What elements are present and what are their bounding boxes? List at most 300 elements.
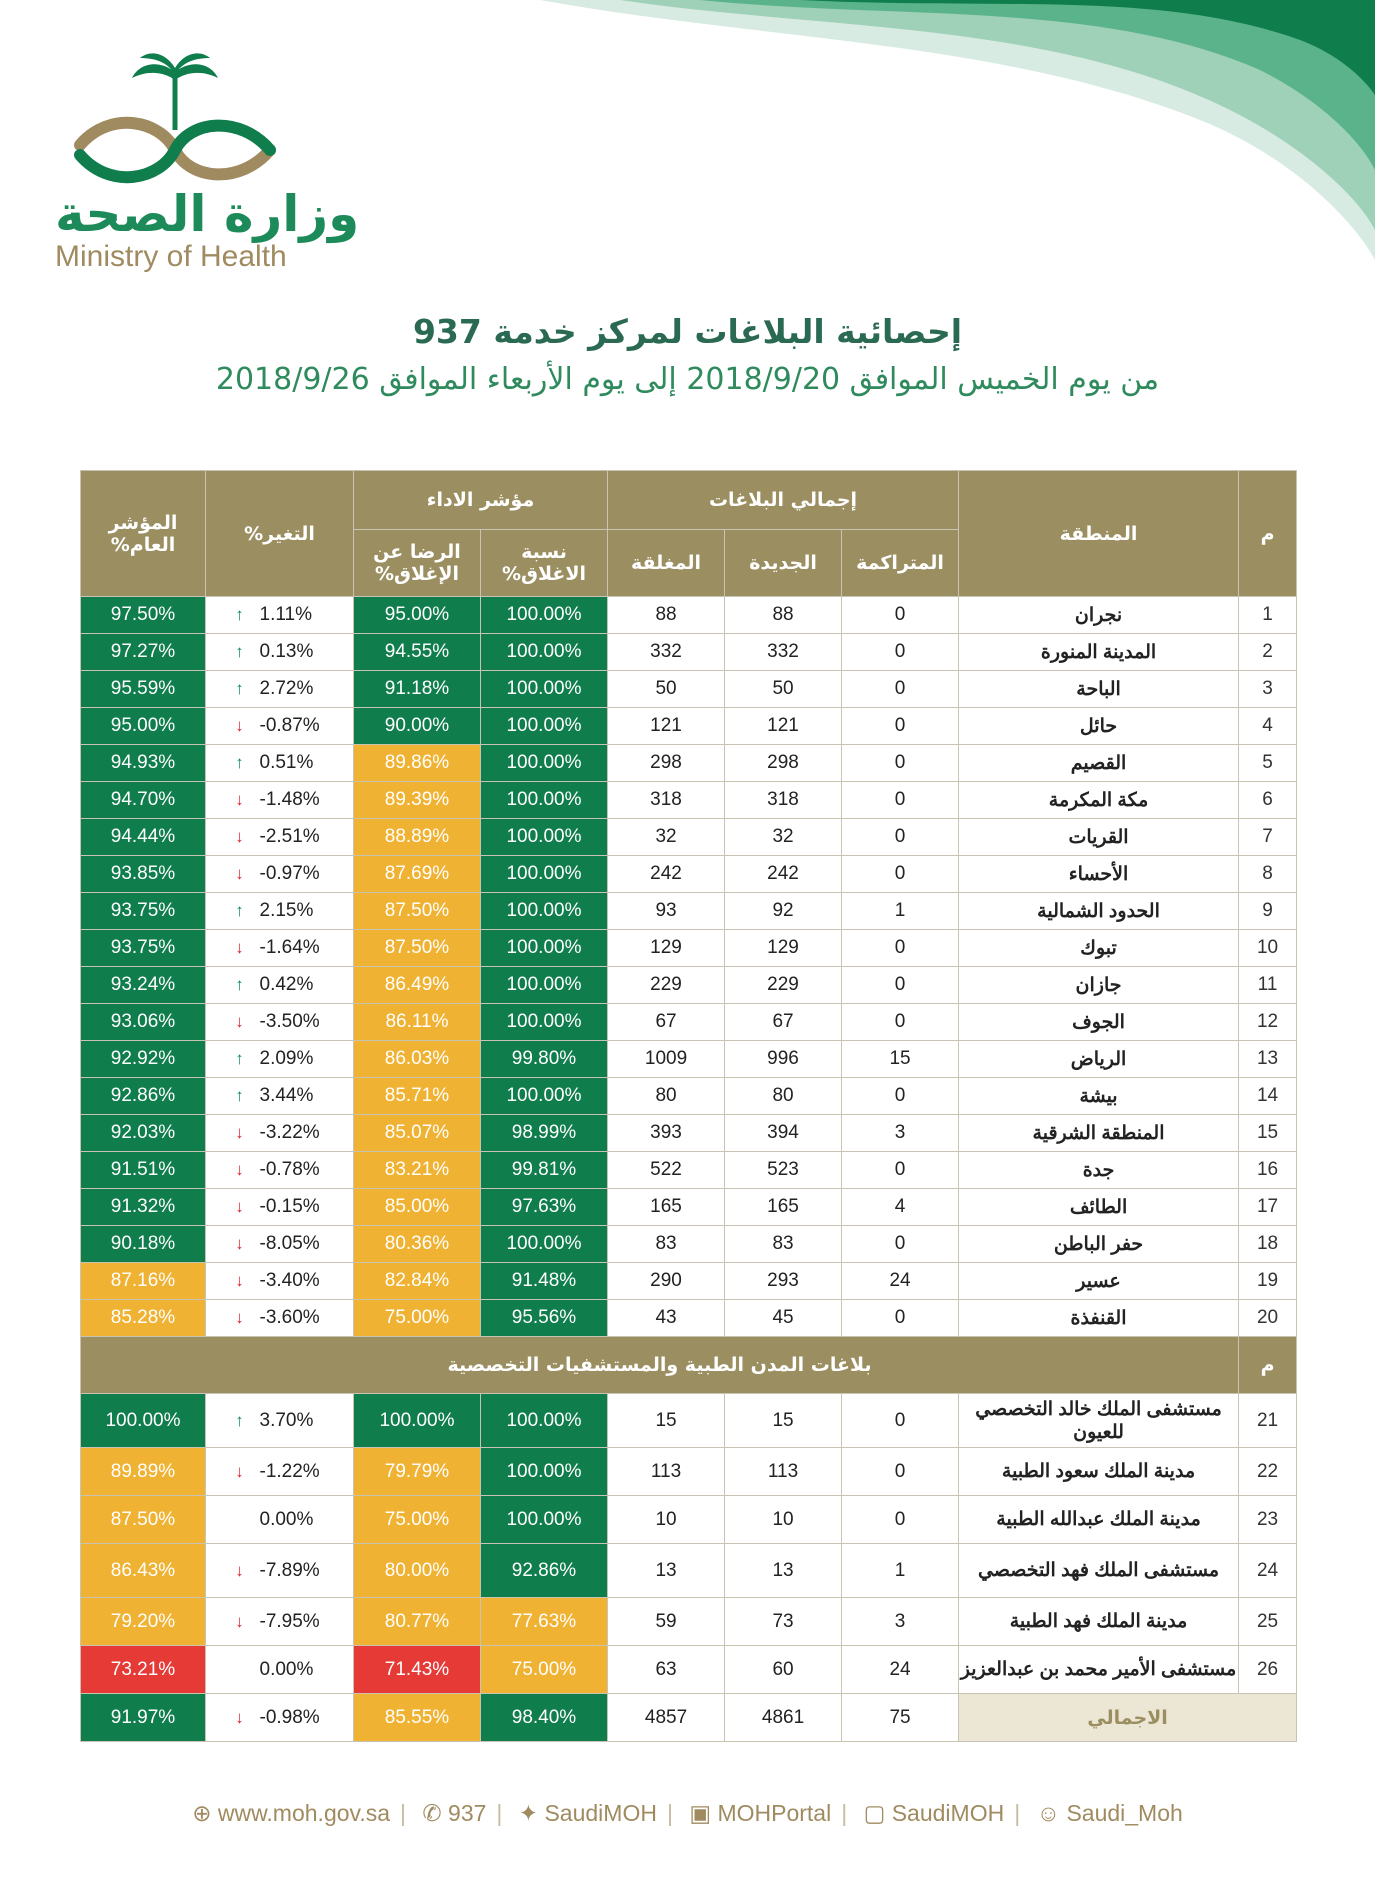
region-name: مدينة الملك سعود الطبية [959,1448,1239,1496]
new-count: 121 [725,708,842,745]
region-name: حفر الباطن [959,1226,1239,1263]
new-count: 394 [725,1115,842,1152]
closure-rate: 98.99% [481,1115,608,1152]
section-title: بلاغات المدن الطبية والمستشفيات التخصصية [81,1337,1239,1394]
twitter-text: SaudiMOH [544,1800,657,1826]
table-row [81,597,1297,634]
row-number: 4 [1239,708,1297,745]
change-value: 2.09% [259,1048,314,1069]
col-header-new: الجديدة [725,530,842,597]
arrow-down-icon: ↓ [235,790,244,809]
total-overall-index: 91.97% [81,1694,206,1742]
overall-index: 73.21% [81,1646,206,1694]
closed-count: 165 [608,1189,725,1226]
table-row [81,1448,1297,1496]
accumulated-count: 0 [842,1496,959,1544]
accumulated-count: 0 [842,1300,959,1337]
new-count: 332 [725,634,842,671]
closed-count: 10 [608,1496,725,1544]
closure-rate: 100.00% [481,1078,608,1115]
col-header-closure-rate: نسبة الاغلاق% [481,530,608,597]
accumulated-count: 0 [842,1078,959,1115]
accumulated-count: 3 [842,1115,959,1152]
accumulated-count: 24 [842,1646,959,1694]
twitter-icon: ✦ [518,1800,539,1826]
change-value: -3.22% [259,1122,320,1143]
change-value: -7.95% [259,1610,320,1632]
change-value: -0.98% [259,1706,320,1728]
arrow-down-icon: ↓ [235,1461,244,1481]
accumulated-count: 0 [842,782,959,819]
table-row [81,1263,1297,1300]
change-cell [206,1646,354,1694]
table-row [81,930,1297,967]
satisfaction-rate: 83.21% [354,1152,481,1189]
closure-rate: 100.00% [481,967,608,1004]
change-cell [206,1263,354,1300]
satisfaction-rate: 82.84% [354,1263,481,1300]
row-number: 3 [1239,671,1297,708]
closed-count: 113 [608,1448,725,1496]
overall-index: 85.28% [81,1300,206,1337]
new-count: 80 [725,1078,842,1115]
col-header-closed: المغلقة [608,530,725,597]
closed-count: 290 [608,1263,725,1300]
change-cell [206,1694,354,1742]
accumulated-count: 0 [842,1448,959,1496]
change-cell [206,1598,354,1646]
change-cell [206,856,354,893]
footer-youtube[interactable] [689,1800,831,1826]
accumulated-count: 0 [842,708,959,745]
satisfaction-rate: 80.00% [354,1544,481,1598]
overall-index: 97.50% [81,597,206,634]
change-value: -0.78% [259,1159,320,1180]
change-cell [206,671,354,708]
closure-rate: 97.63% [481,1189,608,1226]
change-cell [206,1115,354,1152]
closed-count: 15 [608,1394,725,1448]
closed-count: 83 [608,1226,725,1263]
change-value: -3.60% [259,1307,320,1328]
change-value: 0.00% [259,1508,314,1530]
closure-rate: 91.48% [481,1263,608,1300]
arrow-up-icon: ↑ [235,1086,244,1105]
change-cell [206,930,354,967]
row-number: 14 [1239,1078,1297,1115]
table-row [81,1004,1297,1041]
globe-icon: ⊕ [192,1800,212,1826]
new-count: 15 [725,1394,842,1448]
change-value: 3.70% [259,1409,314,1431]
overall-index: 86.43% [81,1544,206,1598]
youtube-text: MOHPortal [717,1800,832,1826]
accumulated-count: 0 [842,1004,959,1041]
satisfaction-rate: 86.11% [354,1004,481,1041]
region-name: الحدود الشمالية [959,893,1239,930]
new-count: 67 [725,1004,842,1041]
region-name: بيشة [959,1078,1239,1115]
region-name: مكة المكرمة [959,782,1239,819]
new-count: 83 [725,1226,842,1263]
accumulated-count: 15 [842,1041,959,1078]
table-row [81,671,1297,708]
change-value: -3.40% [259,1270,320,1291]
footer-twitter[interactable] [519,1800,657,1826]
change-value: 1.11% [259,604,312,625]
new-count: 10 [725,1496,842,1544]
reports-table [80,470,1297,1742]
change-value: -2.51% [259,826,320,847]
overall-index: 95.00% [81,708,206,745]
change-cell [206,967,354,1004]
accumulated-count: 0 [842,967,959,1004]
closure-rate: 75.00% [481,1646,608,1694]
row-number: 18 [1239,1226,1297,1263]
closed-count: 13 [608,1544,725,1598]
row-number: 21 [1239,1394,1297,1448]
closure-rate: 100.00% [481,856,608,893]
satisfaction-rate: 90.00% [354,708,481,745]
col-header-performance: مؤشر الاداء [354,471,608,530]
table-row [81,708,1297,745]
accumulated-count: 4 [842,1189,959,1226]
youtube-icon: ▣ [689,1800,712,1826]
moh-logo [40,50,360,280]
change-cell [206,634,354,671]
overall-index: 93.85% [81,856,206,893]
snapchat-text: Saudi_Moh [1066,1800,1183,1826]
change-cell [206,819,354,856]
change-cell [206,1448,354,1496]
table-row [81,1646,1297,1694]
col-header-region: المنطقة [959,471,1239,597]
closed-count: 1009 [608,1041,725,1078]
accumulated-count: 3 [842,1598,959,1646]
overall-index: 92.92% [81,1041,206,1078]
closed-count: 59 [608,1598,725,1646]
closed-count: 242 [608,856,725,893]
total-accumulated: 75 [842,1694,959,1742]
new-count: 32 [725,819,842,856]
closed-count: 318 [608,782,725,819]
arrow-up-icon: ↑ [235,1410,244,1430]
total-new: 4861 [725,1694,842,1742]
arrow-down-icon: ↓ [235,1160,244,1179]
arrow-down-icon: ↓ [235,1271,244,1290]
table-row [81,1496,1297,1544]
accumulated-count: 0 [842,671,959,708]
region-name: عسير [959,1263,1239,1300]
new-count: 298 [725,745,842,782]
closure-rate: 92.86% [481,1544,608,1598]
new-count: 45 [725,1300,842,1337]
change-value: -1.22% [259,1460,320,1482]
change-value: 0.42% [259,974,314,995]
change-cell [206,893,354,930]
closed-count: 32 [608,819,725,856]
closed-count: 88 [608,597,725,634]
closure-rate: 99.81% [481,1152,608,1189]
closure-rate: 100.00% [481,708,608,745]
closed-count: 522 [608,1152,725,1189]
arrow-up-icon: ↑ [235,901,244,920]
region-name: جدة [959,1152,1239,1189]
satisfaction-rate: 87.50% [354,930,481,967]
region-name: الطائف [959,1189,1239,1226]
change-value: -0.15% [259,1196,320,1217]
change-value: -3.50% [259,1011,320,1032]
table-row [81,745,1297,782]
arrow-down-icon: ↓ [235,1308,244,1327]
row-number: 8 [1239,856,1297,893]
arrow-down-icon: ↓ [235,864,244,883]
table-row [81,1394,1297,1448]
col-header-total-reports: إجمالي البلاغات [608,471,959,530]
closure-rate: 100.00% [481,893,608,930]
row-number: 23 [1239,1496,1297,1544]
new-count: 242 [725,856,842,893]
overall-index: 90.18% [81,1226,206,1263]
palm-swords-emblem-icon [40,50,310,185]
col-header-change: التغير% [206,471,354,597]
region-name: الأحساء [959,856,1239,893]
region-name: تبوك [959,930,1239,967]
change-value: -1.64% [259,937,320,958]
change-cell [206,597,354,634]
region-name: الرياض [959,1041,1239,1078]
row-number: 9 [1239,893,1297,930]
section-m: م [1239,1337,1297,1394]
satisfaction-rate: 75.00% [354,1300,481,1337]
overall-index: 91.32% [81,1189,206,1226]
closed-count: 50 [608,671,725,708]
new-count: 73 [725,1598,842,1646]
row-number: 5 [1239,745,1297,782]
footer-website[interactable] [192,1800,390,1826]
snapchat-icon: ☺ [1036,1800,1061,1826]
change-value: -7.89% [259,1559,320,1581]
arrow-up-icon: ↑ [235,975,244,994]
row-number: 19 [1239,1263,1297,1300]
change-cell [206,1078,354,1115]
accumulated-count: 24 [842,1263,959,1300]
page-subtitle: من يوم الخميس الموافق 2018/9/20 إلى يوم الأربعاء الموافق 2018/9/26 [215,362,1160,397]
row-number: 26 [1239,1646,1297,1694]
new-count: 523 [725,1152,842,1189]
closure-rate: 100.00% [481,597,608,634]
page-title: إحصائية البلاغات لمركز خدمة 937 [412,312,963,351]
closed-count: 129 [608,930,725,967]
footer-facebook[interactable] [864,1800,1005,1826]
satisfaction-rate: 100.00% [354,1394,481,1448]
arrow-down-icon: ↓ [235,1012,244,1031]
closed-count: 80 [608,1078,725,1115]
logo-arabic-text: وزارة الصحة [55,185,360,243]
satisfaction-rate: 87.50% [354,893,481,930]
change-cell [206,1152,354,1189]
accumulated-count: 1 [842,1544,959,1598]
row-number: 10 [1239,930,1297,967]
arrow-up-icon: ↑ [235,753,244,772]
overall-index: 94.70% [81,782,206,819]
change-value: 0.51% [259,752,314,773]
new-count: 113 [725,1448,842,1496]
overall-index: 97.27% [81,634,206,671]
accumulated-count: 0 [842,745,959,782]
closed-count: 393 [608,1115,725,1152]
satisfaction-rate: 86.03% [354,1041,481,1078]
row-number: 2 [1239,634,1297,671]
closure-rate: 100.00% [481,1394,608,1448]
overall-index: 94.93% [81,745,206,782]
overall-index: 93.06% [81,1004,206,1041]
new-count: 129 [725,930,842,967]
change-cell [206,1189,354,1226]
section-header-row [81,1337,1297,1394]
overall-index: 91.51% [81,1152,206,1189]
satisfaction-rate: 86.49% [354,967,481,1004]
new-count: 318 [725,782,842,819]
change-value: 2.15% [259,900,314,921]
accumulated-count: 0 [842,597,959,634]
satisfaction-rate: 79.79% [354,1448,481,1496]
overall-index: 89.89% [81,1448,206,1496]
satisfaction-rate: 91.18% [354,671,481,708]
closure-rate: 100.00% [481,1004,608,1041]
phone-text: 937 [448,1800,487,1826]
total-closed: 4857 [608,1694,725,1742]
table-row [81,1598,1297,1646]
new-count: 13 [725,1544,842,1598]
change-cell [206,1041,354,1078]
new-count: 60 [725,1646,842,1694]
accumulated-count: 0 [842,1394,959,1448]
arrow-down-icon: ↓ [235,938,244,957]
table-row [81,1078,1297,1115]
row-number: 13 [1239,1041,1297,1078]
change-cell [206,745,354,782]
region-name: المدينة المنورة [959,634,1239,671]
website-text: www.moh.gov.sa [217,1800,390,1826]
overall-index: 87.16% [81,1263,206,1300]
change-value: -0.97% [259,863,320,884]
closure-rate: 100.00% [481,930,608,967]
footer-phone[interactable] [422,1800,486,1826]
satisfaction-rate: 89.39% [354,782,481,819]
phone-icon: ✆ [422,1800,442,1826]
region-name: مدينة الملك عبدالله الطبية [959,1496,1239,1544]
region-name: المنطقة الشرقية [959,1115,1239,1152]
overall-index: 92.86% [81,1078,206,1115]
table-row [81,1041,1297,1078]
change-cell [206,1226,354,1263]
closure-rate: 100.00% [481,1496,608,1544]
overall-index: 93.24% [81,967,206,1004]
table-row [81,1300,1297,1337]
region-name: مستشفى الملك خالد التخصصي للعيون [959,1394,1239,1448]
overall-index: 93.75% [81,930,206,967]
accumulated-count: 0 [842,856,959,893]
closure-rate: 100.00% [481,671,608,708]
facebook-icon: ▢ [863,1800,886,1826]
arrow-down-icon: ↓ [235,827,244,846]
accumulated-count: 0 [842,930,959,967]
change-value: 2.72% [259,678,314,699]
total-closure-rate: 98.40% [481,1694,608,1742]
table-row [81,1152,1297,1189]
table-row [81,856,1297,893]
closure-rate: 100.00% [481,1448,608,1496]
change-cell [206,782,354,819]
overall-index: 95.59% [81,671,206,708]
accumulated-count: 0 [842,634,959,671]
accumulated-count: 1 [842,893,959,930]
change-cell [206,1544,354,1598]
satisfaction-rate: 85.07% [354,1115,481,1152]
closed-count: 43 [608,1300,725,1337]
new-count: 88 [725,597,842,634]
col-header-accumulated: المتراكمة [842,530,959,597]
satisfaction-rate: 80.77% [354,1598,481,1646]
arrow-up-icon: ↑ [235,642,244,661]
total-satisfaction: 85.55% [354,1694,481,1742]
logo-english-text: Ministry of Health [55,240,287,273]
change-cell [206,708,354,745]
total-label: الاجمالي [959,1694,1297,1742]
change-value: 0.13% [259,641,314,662]
region-name: جازان [959,967,1239,1004]
overall-index: 93.75% [81,893,206,930]
arrow-down-icon: ↓ [235,1560,244,1580]
arrow-down-icon: ↓ [235,716,244,735]
facebook-text: SaudiMOH [891,1800,1005,1826]
row-number: 7 [1239,819,1297,856]
col-header-m: م [1239,471,1297,597]
row-number: 6 [1239,782,1297,819]
arrow-down-icon: ↓ [235,1123,244,1142]
new-count: 92 [725,893,842,930]
row-number: 25 [1239,1598,1297,1646]
change-cell [206,1394,354,1448]
table-row [81,1115,1297,1152]
row-number: 20 [1239,1300,1297,1337]
satisfaction-rate: 89.86% [354,745,481,782]
col-header-satisfaction: الرضا عن الإغلاق% [354,530,481,597]
new-count: 293 [725,1263,842,1300]
total-row [81,1694,1297,1742]
satisfaction-rate: 80.36% [354,1226,481,1263]
overall-index: 79.20% [81,1598,206,1646]
new-count: 996 [725,1041,842,1078]
region-name: مدينة الملك فهد الطبية [959,1598,1239,1646]
row-number: 17 [1239,1189,1297,1226]
satisfaction-rate: 75.00% [354,1496,481,1544]
arrow-down-icon: ↓ [235,1707,244,1727]
change-value: -8.05% [259,1233,320,1254]
footer-snapchat[interactable] [1037,1800,1183,1826]
region-name: الجوف [959,1004,1239,1041]
new-count: 229 [725,967,842,1004]
arrow-down-icon: ↓ [235,1197,244,1216]
change-cell [206,1496,354,1544]
region-name: مستشفى الملك فهد التخصصي [959,1544,1239,1598]
change-value: 0.00% [259,1658,314,1680]
closed-count: 93 [608,893,725,930]
col-header-overall: المؤشر العام% [81,471,206,597]
region-name: القصيم [959,745,1239,782]
table-row [81,782,1297,819]
